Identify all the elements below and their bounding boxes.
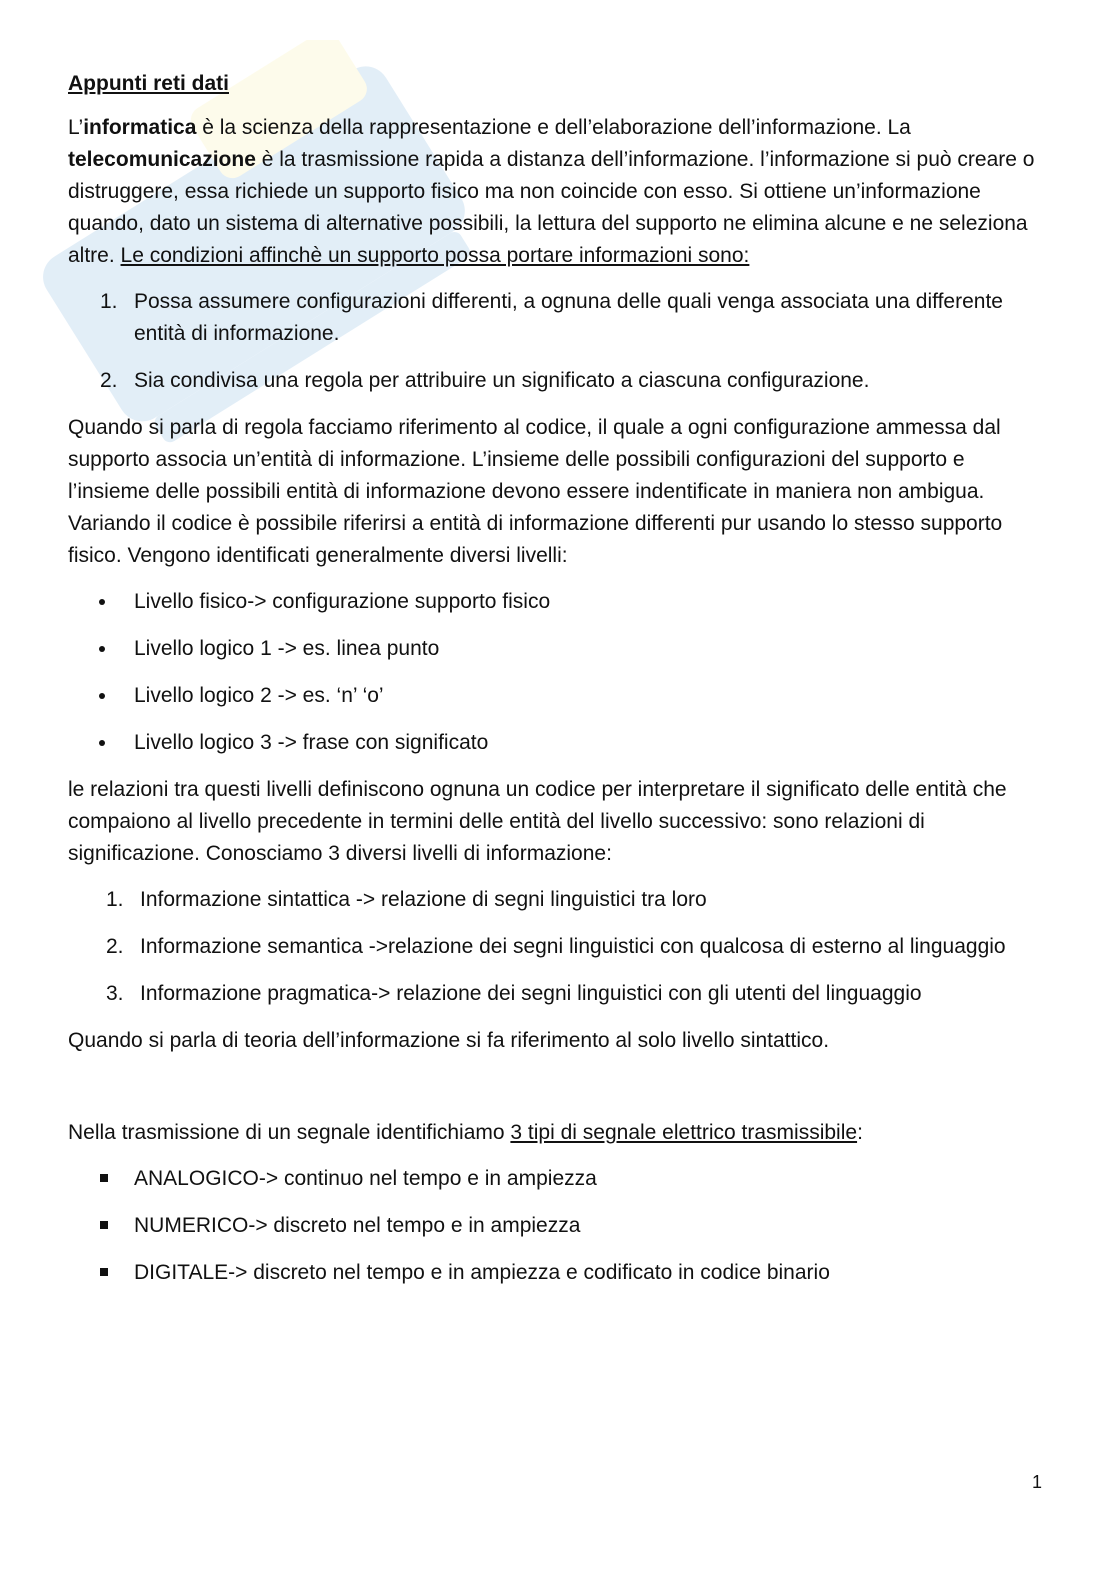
list-item-text: Possa assumere configurazioni differenti, a ognuna delle quali venga associata una differente entità di informazione.	[134, 290, 1003, 345]
intro-text-2: è la scienza della rappresentazione e dell’elaborazione dell’informazione. La	[196, 116, 911, 139]
term-informatica: informatica	[83, 116, 197, 139]
list-item-text: Livello logico 1 -> es. linea punto	[134, 637, 440, 660]
list-number: 1.	[100, 290, 118, 313]
list-item-text: Livello logico 3 -> frase con significato	[134, 731, 489, 754]
bullet-dot-icon	[99, 693, 105, 699]
bullet-square-icon	[100, 1221, 108, 1229]
relations-paragraph: le relazioni tra questi livelli definiscono ognuna un codice per interpretare il significato delle entità che compaiono al livello precedente in termini delle entità del livello successivo: sono relazioni di significazione. Conosciamo 3 diversi livelli di informazione:	[68, 778, 1007, 865]
list-item	[68, 365, 1048, 397]
spacer	[68, 1071, 1048, 1117]
levels-list	[68, 586, 1048, 759]
signal-text-1: Nella trasmissione di un segnale identifichiamo	[68, 1121, 511, 1144]
list-item-text: Informazione semantica ->relazione dei segni linguistici con qualcosa di esterno al linguaggio	[140, 935, 1006, 958]
list-item	[68, 1257, 1048, 1289]
signal-types-list	[68, 1163, 1048, 1289]
list-item-text: Livello fisico-> configurazione supporto fisico	[134, 590, 551, 613]
list-item-text: Informazione pragmatica-> relazione dei segni linguistici con gli utenti del linguaggio	[140, 982, 922, 1005]
intro-text-1: L’	[68, 116, 84, 139]
list-item	[68, 586, 1048, 618]
list-number: 3.	[106, 982, 124, 1005]
bullet-dot-icon	[99, 646, 105, 652]
document-page	[68, 68, 1048, 1304]
list-item-text: DIGITALE-> discreto nel tempo e in ampiezza e codificato in codice binario	[134, 1261, 830, 1284]
signal-paragraph	[68, 1117, 1048, 1149]
intro-text-3: è la trasmissione rapida a distanza dell’informazione. l’informazione si può creare o distruggere, essa richiede un supporto fisico ma non coincide con esso. Si ottiene un’informazione quando, dato un sistema di alternative possibili, la lettura del supporto ne elimina alcune e ne seleziona altre.	[68, 148, 1035, 267]
bullet-dot-icon	[99, 740, 105, 746]
list-item	[68, 633, 1048, 665]
list-item	[68, 978, 1048, 1010]
list-number: 2.	[100, 369, 118, 392]
code-paragraph: Quando si parla di regola facciamo riferimento al codice, il quale a ogni configurazione ammessa dal supporto associa un’entità di informazione. L’insieme delle possibili configurazioni del supporto e l’insieme delle possibili entità di informazione devono essere indentificate in maniera non ambigua. Variando il codice è possibile riferirsi a entità di informazione differenti pur usando lo stesso supporto fisico. Vengono identificati generalmente diversi livelli:	[68, 416, 1003, 567]
list-item	[68, 286, 1048, 350]
info-levels-list	[68, 884, 1048, 1010]
list-item-text: NUMERICO-> discreto nel tempo e in ampiezza	[134, 1214, 581, 1237]
list-item-text: Informazione sintattica -> relazione di segni linguistici tra loro	[140, 888, 707, 911]
term-telecomunicazione: telecomunicazione	[68, 148, 256, 171]
list-item	[68, 1163, 1048, 1195]
list-item-text: Livello logico 2 -> es. ‘n’ ‘o’	[134, 684, 384, 707]
list-item-text: Sia condivisa una regola per attribuire un significato a ciascuna configurazione.	[134, 369, 870, 392]
intro-paragraph	[68, 112, 1048, 272]
conditions-list	[68, 286, 1048, 397]
list-item	[68, 680, 1048, 712]
document-title: Appunti reti dati	[68, 72, 229, 95]
list-number: 2.	[106, 935, 124, 958]
bullet-square-icon	[100, 1174, 108, 1182]
page-number: 1	[1031, 1472, 1042, 1492]
signal-types-heading: 3 tipi di segnale elettrico trasmissibile	[510, 1121, 858, 1144]
signal-text-2: :	[857, 1121, 863, 1144]
bullet-dot-icon	[99, 599, 105, 605]
list-item-text: ANALOGICO-> continuo nel tempo e in ampiezza	[134, 1167, 597, 1190]
list-item	[68, 884, 1048, 916]
bullet-square-icon	[100, 1268, 108, 1276]
list-item	[68, 1210, 1048, 1242]
conditions-heading: Le condizioni affinchè un supporto possa portare informazioni sono:	[120, 244, 750, 267]
list-item	[68, 727, 1048, 759]
list-item	[68, 931, 1048, 963]
list-number: 1.	[106, 888, 124, 911]
theory-paragraph: Quando si parla di teoria dell’informazione si fa riferimento al solo livello sintattico.	[68, 1029, 830, 1052]
